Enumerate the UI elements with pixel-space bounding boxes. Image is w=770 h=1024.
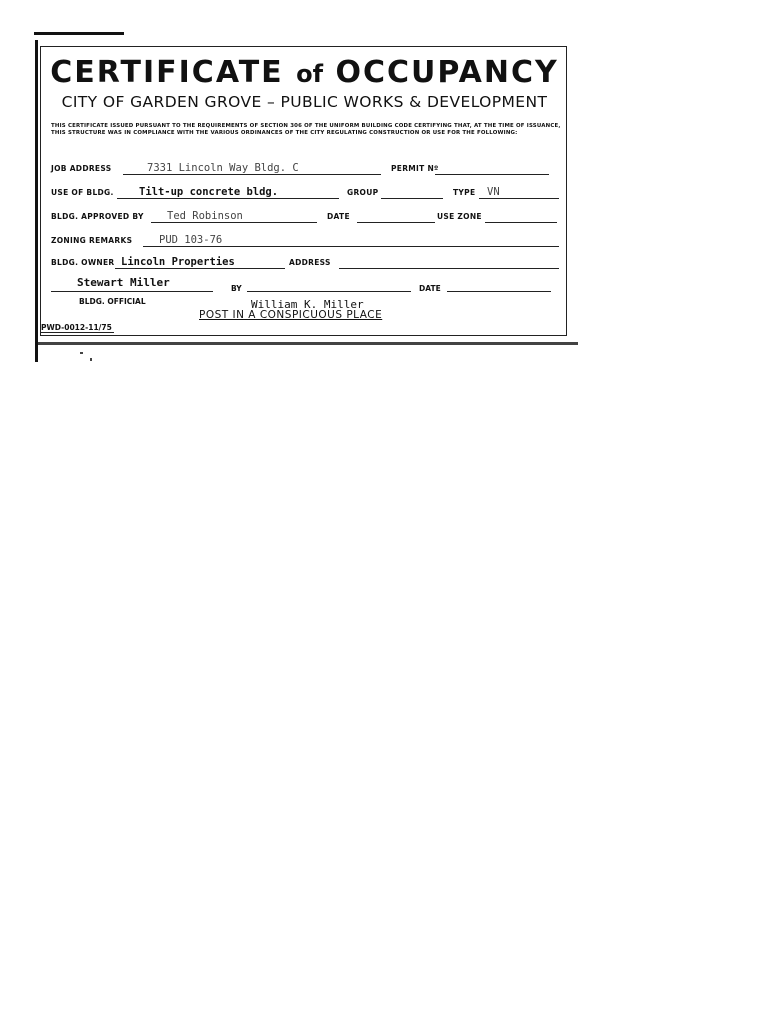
row-approved (51, 207, 558, 223)
use-value: Tilt-up concrete bldg. (139, 186, 279, 198)
owner-value: Lincoln Properties (121, 256, 235, 268)
row-job-address (51, 159, 558, 175)
owner-address-line (339, 252, 559, 269)
zoning-value: PUD 103-76 (159, 234, 223, 246)
signature-date-line (447, 275, 551, 292)
group-label: GROUP (347, 188, 379, 197)
row-use (51, 183, 558, 199)
form-number: PWD-0012-11/75 (41, 323, 112, 332)
by-signature-line (247, 275, 411, 292)
job-address-value: 7331 Lincoln Way Bldg. C (147, 162, 299, 174)
owner-label: BLDG. OWNER (51, 258, 115, 267)
scan-speck (80, 352, 83, 354)
scan-speck (90, 358, 92, 361)
scan-edge-left (35, 40, 38, 362)
permit-line (435, 158, 549, 175)
signature-date-label: DATE (419, 284, 441, 293)
official-label: BLDG. OFFICIAL (79, 297, 146, 306)
fine-print: THIS CERTIFICATE ISSUED PURSUANT TO THE REQUIREMENTS OF SECTION 306 OF THE UNIFORM BUILDING CODE CERTIFYING THAT, AT THE TIME OF ISSUANCE, THIS STRUCTURE WAS IN COMPLIANCE WITH THE VARIOUS ORDINANCES OF THE CITY REGULATING CONSTRUCTION OR USE FOR THE FOLLOWING: (51, 123, 561, 136)
zoning-label: ZONING REMARKS (51, 236, 133, 245)
group-line (381, 182, 443, 199)
job-address-label: JOB ADDRESS (51, 164, 112, 173)
post-notice: POST IN A CONSPICUOUS PLACE (199, 309, 383, 321)
row-zoning (51, 231, 558, 247)
use-zone-line (485, 206, 557, 223)
by-name: William K. Miller (251, 298, 364, 311)
by-label: BY (231, 284, 242, 293)
date-line (357, 206, 435, 223)
certificate-subtitle: CITY OF GARDEN GROVE – PUBLIC WORKS & DEVELOPMENT (61, 93, 548, 111)
certificate-card (40, 46, 567, 336)
scan-edge-bottom (38, 342, 578, 345)
certificate-title (41, 55, 568, 90)
use-label: USE OF BLDG. (51, 188, 114, 197)
title-end: OCCUPANCY (335, 55, 559, 90)
date-label: DATE (327, 212, 350, 221)
row-owner (51, 253, 558, 269)
approved-by-value: Ted Robinson (167, 210, 243, 222)
owner-address-label: ADDRESS (289, 258, 331, 267)
permit-label: PERMIT Nº (391, 164, 439, 173)
type-value: VN (487, 186, 500, 198)
title-main: CERTIFICATE (50, 55, 284, 90)
use-zone-label: USE ZONE (437, 212, 482, 221)
scan-edge-top (34, 32, 124, 35)
title-of: of (296, 60, 324, 88)
type-label: TYPE (453, 188, 476, 197)
approved-by-label: BLDG. APPROVED BY (51, 212, 144, 221)
official-name: Stewart Miller (77, 276, 170, 289)
